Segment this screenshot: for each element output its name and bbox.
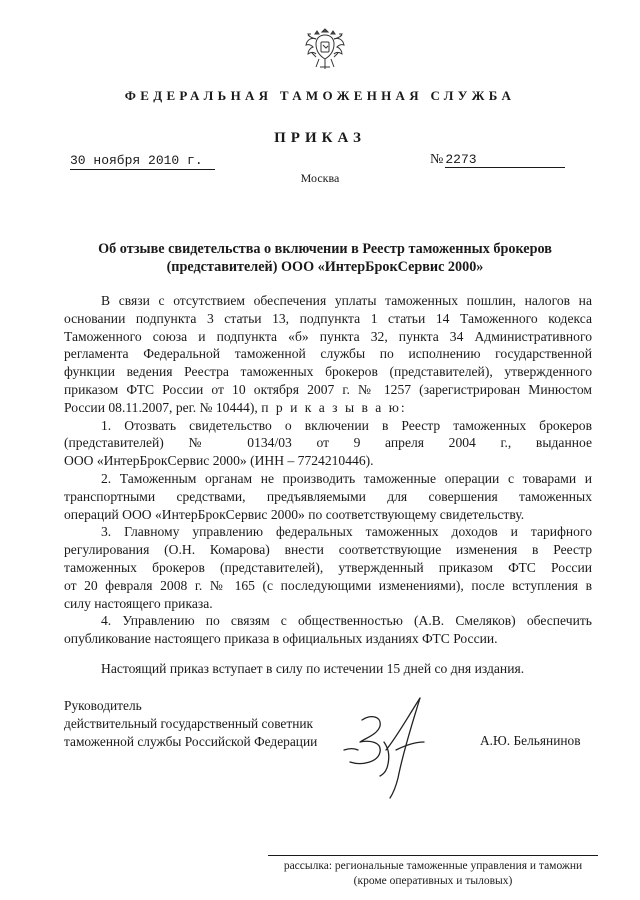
paragraph-spacer: [64, 648, 592, 660]
text-line: В связи с отсутствием обеспечения уплаты таможенных пошлин, налогов на: [101, 293, 592, 308]
text-line: регламента Федеральной таможенной службы по исполнению государственной: [64, 346, 592, 362]
text-line: силу настоящего приказа.: [64, 595, 213, 611]
text-line: 4. Управлению по связям с общественностью (А.В. Смеляков) обеспечить: [101, 613, 592, 629]
signatory-name: А.Ю. Бельянинов: [480, 733, 581, 748]
order-number: 2273: [445, 152, 565, 168]
order-body: [64, 292, 592, 678]
text-line: таможенных брокеров (представителей), утвержденный приказом ФТС России: [64, 559, 592, 575]
order-subject: [60, 240, 590, 276]
item-1-paragraph: [64, 417, 592, 470]
document-type: ПРИКАЗ: [274, 130, 366, 146]
text-line: транспортными средствами, предъявляемыми для совершения таможенных: [64, 488, 592, 504]
order-word: п р и к а з ы в а ю:: [261, 399, 407, 415]
text-line: [64, 399, 592, 417]
agency-name: ФЕДЕРАЛЬНАЯ ТАМОЖЕННАЯ СЛУЖБА: [124, 88, 516, 103]
preamble-end: России 08.11.2007, рег. № 10444),: [64, 399, 258, 415]
distribution-line: (кроме оперативных и тыловых): [353, 875, 513, 887]
distribution-line: рассылка: региональные таможенные управления и таможни: [283, 860, 583, 872]
text-line: 1. Отозвать свидетельство о включении в Реестр таможенных брокеров: [101, 417, 592, 433]
text-line: функции ведения Реестра таможенных брокеров (представителей), утвержденного: [64, 364, 592, 380]
text-line: Таможенного союза и подпункта «б» пункта 32, пункта 34 Административного: [64, 328, 592, 344]
text-line: опубликование настоящего приказа в официальных изданиях ФТС России.: [64, 631, 498, 647]
item-3-paragraph: [64, 523, 592, 612]
signatory-title: [64, 697, 317, 750]
text-line: ООО «ИнтерБрокСервис 2000» (ИНН – 7724210446).: [64, 453, 374, 469]
order-date: 30 ноября 2010 г.: [70, 153, 215, 170]
item-2-paragraph: [64, 470, 592, 523]
distribution-list: [268, 855, 598, 889]
text-line: (представителей) № 0134/03 от 9 апреля 2004 г., выданное: [64, 435, 592, 451]
order-number-field: [430, 152, 565, 168]
text-line: 2. Таможенным органам не производить таможенные операции с товарами и: [101, 470, 592, 486]
closing-paragraph: Настоящий приказ вступает в силу по истечении 15 дней со дня издания.: [101, 660, 525, 676]
handwritten-signature-icon: [340, 690, 440, 800]
text-line: от 20 февраля 2008 г. № 165 (с последующими изменениями), после вступления в: [64, 577, 592, 593]
text-line: операций ООО «ИнтерБрокСервис 2000» по соответствующему свидетельству.: [64, 506, 525, 522]
item-4-paragraph: [64, 612, 592, 648]
signatory-title-line: Руководитель: [64, 698, 142, 713]
issue-city: Москва: [300, 171, 340, 185]
text-line: основании подпункта 3 статьи 13, подпункта 1 статьи 14 Таможенного кодекса: [64, 310, 592, 326]
subject-line: (представителей) ООО «ИнтерБрокСервис 2000»: [166, 259, 484, 275]
preamble-paragraph: [64, 292, 592, 417]
double-headed-eagle-emblem-icon: [304, 23, 346, 75]
subject-line: Об отзыве свидетельства о включении в Реестр таможенных брокеров: [98, 241, 552, 257]
text-line: приказом ФТС России от 10 октября 2007 г. № 1257 (зарегистрирован Минюстом: [64, 381, 592, 397]
signatory-title-line: таможенной службы Российской Федерации: [64, 733, 318, 749]
text-line: регулирования (О.Н. Комарова) внести соответствующие изменения в Реестр: [64, 542, 592, 558]
number-sign: №: [430, 152, 444, 167]
text-line: 3. Главному управлению федеральных таможенных доходов и тарифного: [101, 524, 592, 540]
signatory-title-line: действительный государственный советник: [64, 715, 314, 731]
